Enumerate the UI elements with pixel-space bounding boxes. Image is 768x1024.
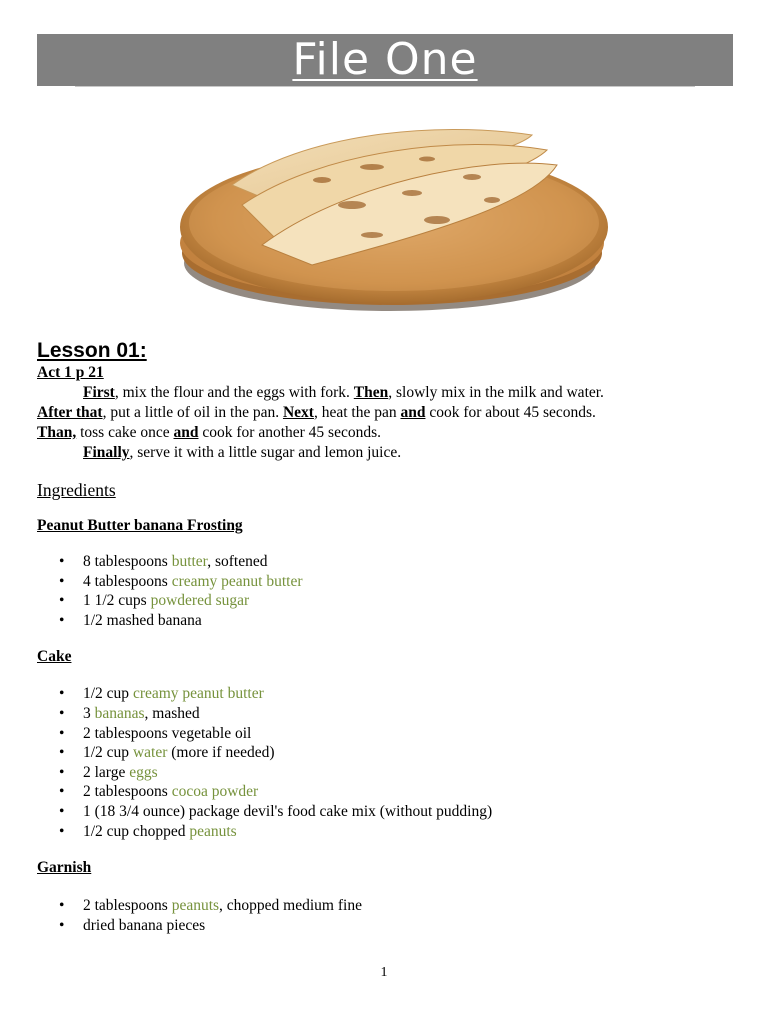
document-body [37,339,737,935]
bullet-icon: • [59,744,65,762]
instruction-line-4: Finally, serve it with a little sugar and lemon juice. [83,444,402,461]
lesson-heading: Lesson 01: [37,339,147,362]
frosting-list [37,552,737,630]
bullet-icon: • [59,916,65,934]
document-title: File One [292,34,478,85]
list-item: • 1 (18 3/4 ounce) package devil's food cake mix (without pudding) [59,802,493,820]
page-number: 1 [380,965,388,980]
bullet-icon: • [59,802,65,820]
bullet-icon: • [59,611,65,629]
bullet-icon: • [59,553,65,570]
frosting-heading: Peanut Butter banana Frosting [37,517,243,534]
bullet-icon: • [59,685,65,703]
act-line: Act 1 p 21 [37,364,104,381]
ingredients-heading: Ingredients [37,480,116,500]
list-item: • 4 tablespoons creamy peanut butter [59,572,303,590]
list-item: • 1 1/2 cups powdered sugar [59,592,250,610]
cake-list [37,684,737,841]
list-item: • 2 tablespoons vegetable oil [59,724,252,742]
bullet-icon: • [59,763,65,781]
cake-heading: Cake [37,648,72,666]
pancake-stack-icon [172,95,622,335]
bullet-icon: • [59,572,65,590]
title-rule [75,86,695,87]
bullet-icon: • [59,592,65,610]
title-bar [37,34,733,86]
list-item: • dried banana pieces [59,916,206,934]
bullet-icon: • [59,704,65,722]
list-item: • 1/2 cup creamy peanut butter [59,685,264,703]
bullet-icon: • [59,897,65,915]
list-item: • 2 tablespoons cocoa powder [59,783,259,801]
garnish-heading: Garnish [37,859,92,877]
list-item: • 3 bananas, mashed [59,704,200,722]
pancake-image [172,95,622,335]
garnish-list [37,896,737,935]
list-item: • 1/2 cup chopped peanuts [59,822,237,840]
instruction-line-1: First, mix the flour and the eggs with fork. Then, slowly mix in the milk and water. [83,384,604,401]
list-item: • 1/2 mashed banana [59,611,202,629]
list-item: • 2 large eggs [59,763,158,781]
list-item: • 1/2 cup water (more if needed) [59,744,275,762]
bullet-icon: • [59,724,65,742]
list-item: • 8 tablespoons butter, softened [59,553,268,570]
list-item: • 2 tablespoons peanuts, chopped medium fine [59,897,362,915]
bullet-icon: • [59,783,65,801]
instruction-line-2: After that, put a little of oil in the pan. Next, heat the pan and cook for about 45 seconds. [37,404,596,421]
bullet-icon: • [59,822,65,840]
instruction-line-3: Than, toss cake once and cook for another 45 seconds. [37,424,382,441]
